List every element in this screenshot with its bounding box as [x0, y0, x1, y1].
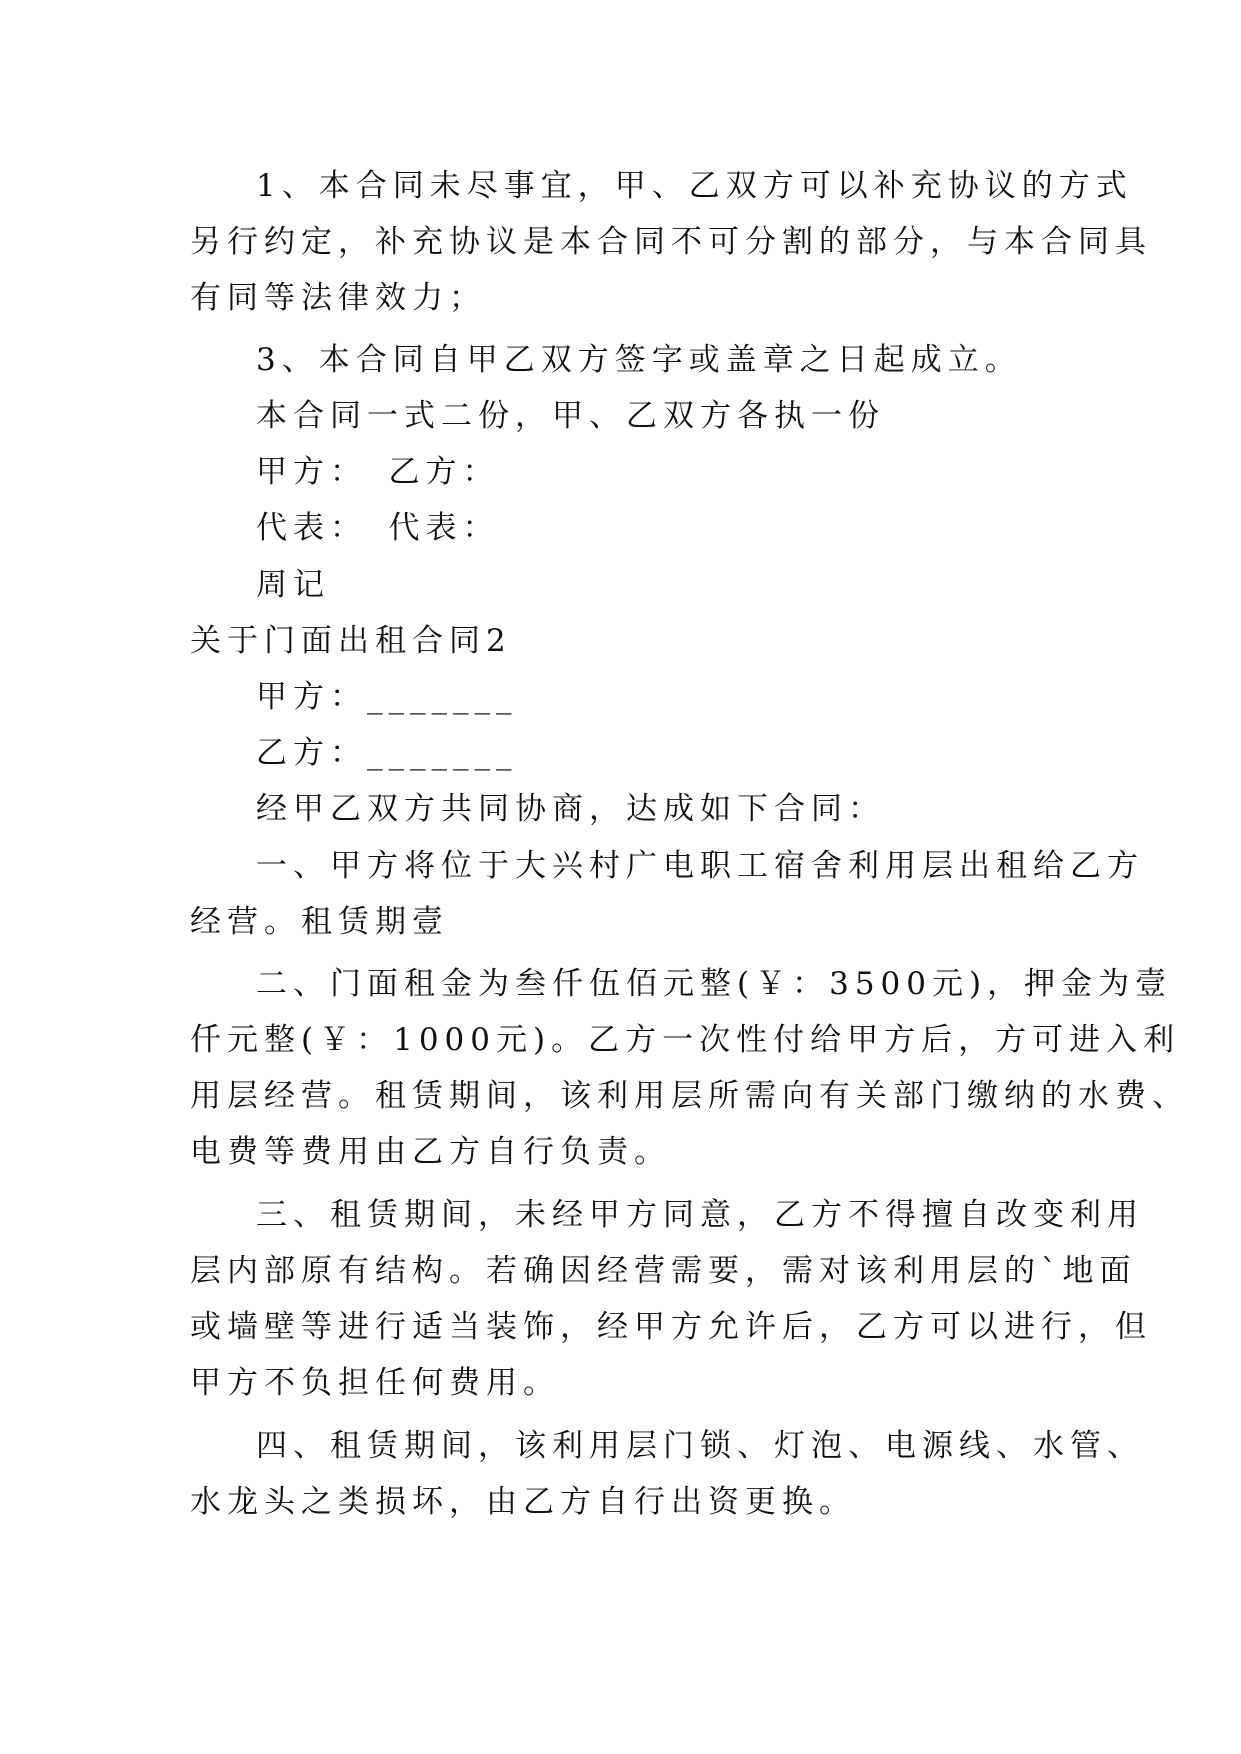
paragraph-line: 水龙头之类损坏，由乙方自行出资更换。 [190, 1484, 856, 1520]
paragraph-line: 层内部原有结构。若确因经营需要，需对该利用层的`地面 [190, 1253, 1137, 1289]
paragraph-line: 经营。租赁期壹 [190, 904, 449, 940]
signature-label: 甲方： 乙方： [256, 454, 500, 490]
paragraph-line: 二、门面租金为叁仟伍佰元整(￥：3500元)，押金为壹 [256, 966, 1173, 1002]
party-label: 甲方：_______ [256, 679, 518, 715]
paragraph-line: 一、甲方将位于大兴村广电职工宿舍利用层出租给乙方 [256, 848, 1144, 884]
paragraph-line: 或墙壁等进行适当装饰，经甲方允许后，乙方可以进行，但 [190, 1309, 1152, 1345]
paragraph-line: 有同等法律效力； [190, 280, 486, 316]
paragraph-line: 经甲乙双方共同协商，达成如下合同： [256, 791, 885, 827]
paragraph-line: 用层经营。租赁期间，该利用层所需向有关部门缴纳的水费、 [190, 1078, 1189, 1114]
party-label: 乙方：_______ [256, 735, 518, 771]
paragraph-line: 1、本合同未尽事宜，甲、乙双方可以补充协议的方式 [256, 168, 1133, 204]
paragraph-line: 周记 [256, 567, 330, 603]
document-title: 关于门面出租合同2 [190, 623, 512, 659]
paragraph-line: 三、租赁期间，未经甲方同意，乙方不得擅自改变利用 [256, 1197, 1144, 1233]
paragraph-line: 甲方不负担任何费用。 [190, 1365, 560, 1401]
paragraph-line: 仟元整(￥：1000元)。乙方一次性付给甲方后，方可进入利 [190, 1022, 1181, 1058]
signature-label: 代表： 代表： [256, 510, 500, 546]
paragraph-line: 电费等费用由乙方自行负责。 [190, 1134, 671, 1170]
paragraph-line: 另行约定，补充协议是本合同不可分割的部分，与本合同具 [190, 224, 1152, 260]
paragraph-line: 3、本合同自甲乙双方签字或盖章之日起成立。 [256, 342, 1022, 378]
paragraph-line: 本合同一式二份，甲、乙双方各执一份 [256, 398, 885, 434]
paragraph-line: 四、租赁期间，该利用层门锁、灯泡、电源线、水管、 [256, 1428, 1144, 1464]
